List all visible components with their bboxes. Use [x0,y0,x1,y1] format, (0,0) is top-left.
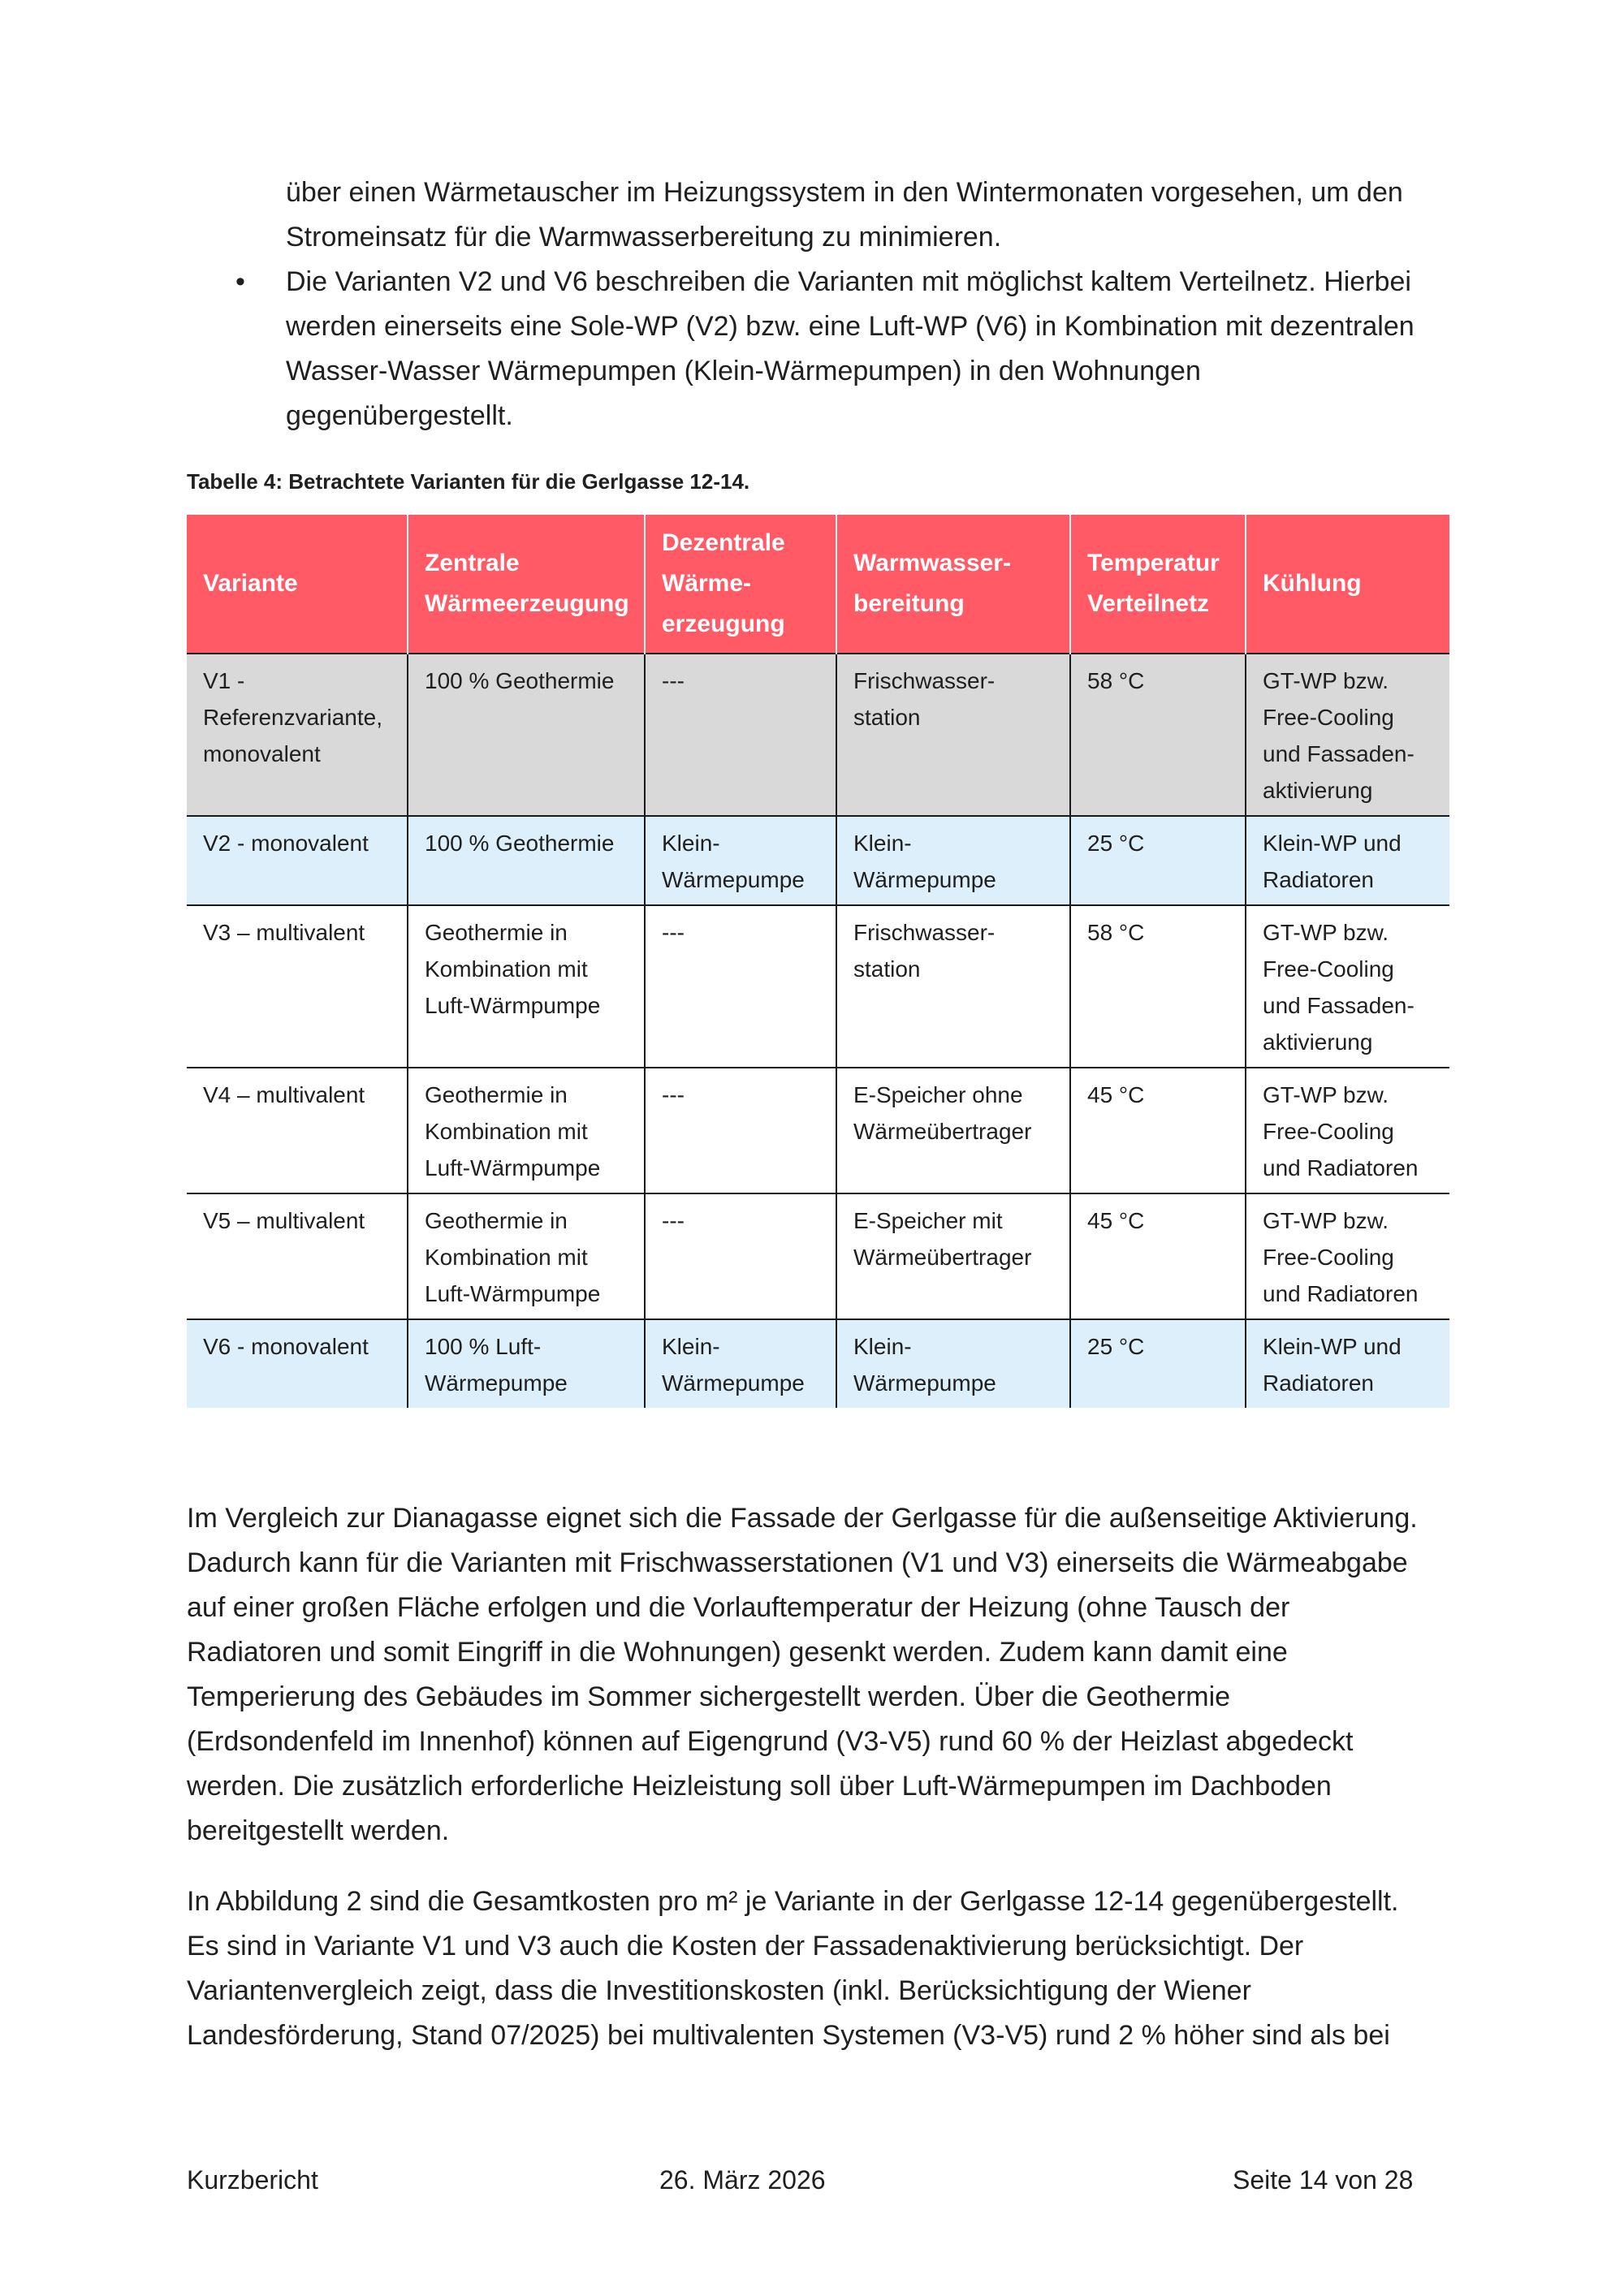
table-row [187,905,1449,1068]
table-row [187,1193,1449,1319]
cell-zentrale: Geothermie in Kombination mit Luft-Wärmpumpe [408,1193,645,1319]
text-line: In Abbildung 2 sind die Gesamtkosten pro m² je Variante in der Gerlgasse 12-14 gegenübergestellt. [187,1886,1399,1917]
text-line: Die Varianten V2 und V6 beschreiben die Varianten mit möglichst kaltem Verteilnetz. Hierbei [286,266,1411,297]
header-variante: Variante [187,515,408,654]
body-paragraph-2 [187,1880,1398,2058]
footer-left: Kurzbericht [187,2165,318,2195]
cell-variante: V5 – multivalent [187,1193,408,1319]
header-kuehlung: Kühlung [1246,515,1449,654]
text-line: bereitgestellt werden. [187,1815,450,1846]
header-dezentrale-waermeerzeugung: Dezentrale Wärme- erzeugung [645,515,836,654]
cell-warmwasser: E-Speicher mit Wärmeübertrager [836,1193,1070,1319]
cell-warmwasser: Frischwasser- station [836,905,1070,1068]
cell-variante: V3 – multivalent [187,905,408,1068]
cell-kuehlung: GT-WP bzw. Free-Cooling und Radiatoren [1246,1068,1449,1193]
text-line: Landesförderung, Stand 07/2025) bei multivalenten Systemen (V3-V5) rund 2 % höher sind als bei [187,2020,1390,2051]
text-line: über einen Wärmetauscher im Heizungssystem in den Wintermonaten vorgesehen, um den [286,177,1403,208]
cell-zentrale: Geothermie in Kombination mit Luft-Wärmpumpe [408,1068,645,1193]
table-row [187,1068,1449,1193]
table-caption: Tabelle 4: Betrachtete Varianten für die Gerlgasse 12-14. [187,469,750,494]
cell-dezentrale: --- [645,1193,836,1319]
cell-warmwasser: E-Speicher ohne Wärmeübertrager [836,1068,1070,1193]
body-paragraph-1 [187,1496,1418,1854]
cell-kuehlung: Klein-WP und Radiatoren [1246,816,1449,905]
header-warmwasserbereitung: Warmwasser- bereitung [836,515,1070,654]
cell-zentrale: 100 % Geothermie [408,654,645,816]
footer-date: 26. März 2026 [659,2165,826,2195]
cell-temperatur: 45 °C [1070,1193,1246,1319]
text-line: Im Vergleich zur Dianagasse eignet sich die Fassade der Gerlgasse für die außenseitige Aktivierung. [187,1503,1418,1534]
cell-dezentrale: --- [645,1068,836,1193]
cell-temperatur: 25 °C [1070,1319,1246,1408]
header-temperatur-verteilnetz: Temperatur Verteilnetz [1070,515,1246,654]
text-line: werden einerseits eine Sole-WP (V2) bzw. eine Luft-WP (V6) in Kombination mit dezentralen [286,311,1415,342]
cell-dezentrale: --- [645,654,836,816]
cell-variante: V2 - monovalent [187,816,408,905]
cell-dezentrale: Klein- Wärmepumpe [645,1319,836,1408]
cell-temperatur: 25 °C [1070,816,1246,905]
text-line: gegenübergestellt. [286,400,513,431]
text-line: Radiatoren und somit Eingriff in die Wohnungen) gesenkt werden. Zudem kann damit eine [187,1637,1288,1668]
text-line: Stromeinsatz für die Warmwasserbereitung zu minimieren. [286,222,1002,252]
text-line: Wasser-Wasser Wärmepumpen (Klein-Wärmepumpen) in den Wohnungen [286,356,1201,386]
text-line: Es sind in Variante V1 und V3 auch die Kosten der Fassadenaktivierung berücksichtigt. Der [187,1931,1304,1962]
cell-kuehlung: GT-WP bzw. Free-Cooling und Fassaden- aktivierung [1246,654,1449,816]
cell-dezentrale: Klein- Wärmepumpe [645,816,836,905]
cell-dezentrale: --- [645,905,836,1068]
cell-temperatur: 45 °C [1070,1068,1246,1193]
cell-kuehlung: GT-WP bzw. Free-Cooling und Fassaden- aktivierung [1246,905,1449,1068]
text-line: Temperierung des Gebäudes im Sommer sichergestellt werden. Über die Geothermie [187,1681,1231,1712]
cell-variante: V6 - monovalent [187,1319,408,1408]
cell-temperatur: 58 °C [1070,654,1246,816]
cell-variante: V1 - Referenzvariante, monovalent [187,654,408,816]
text-line: Variantenvergleich zeigt, dass die Investitionskosten (inkl. Berücksichtigung der Wiener [187,1975,1251,2006]
text-line: werden. Die zusätzlich erforderliche Heizleistung soll über Luft-Wärmepumpen im Dachboden [187,1771,1332,1802]
cell-kuehlung: GT-WP bzw. Free-Cooling und Radiatoren [1246,1193,1449,1319]
cell-zentrale: 100 % Geothermie [408,816,645,905]
table-row [187,1319,1449,1408]
table-row [187,816,1449,905]
cell-warmwasser: Klein-Wärmepumpe [836,816,1070,905]
table-row [187,654,1449,816]
bullet-paragraph [286,260,1415,438]
cell-zentrale: 100 % Luft- Wärmepumpe [408,1319,645,1408]
cell-warmwasser: Frischwasser- station [836,654,1070,816]
cell-kuehlung: Klein-WP und Radiatoren [1246,1319,1449,1408]
bullet-icon: • [235,266,245,297]
cell-variante: V4 – multivalent [187,1068,408,1193]
variants-table [187,515,1449,1408]
text-line: auf einer großen Fläche erfolgen und die Vorlauftemperatur der Heizung (ohne Tausch der [187,1592,1290,1623]
cell-zentrale: Geothermie in Kombination mit Luft-Wärmpumpe [408,905,645,1068]
table-header-row [187,515,1449,654]
text-line: Dadurch kann für die Varianten mit Frischwasserstationen (V1 und V3) einerseits die Wärmeabgabe [187,1547,1408,1578]
footer-page-number: Seite 14 von 28 [1233,2165,1414,2195]
cell-warmwasser: Klein-Wärmepumpe [836,1319,1070,1408]
intro-paragraph [286,170,1403,260]
cell-temperatur: 58 °C [1070,905,1246,1068]
text-line: (Erdsondenfeld im Innenhof) können auf Eigengrund (V3-V5) rund 60 % der Heizlast abgedeckt [187,1726,1354,1757]
header-zentrale-waermeerzeugung: Zentrale Wärmeerzeugung [408,515,645,654]
